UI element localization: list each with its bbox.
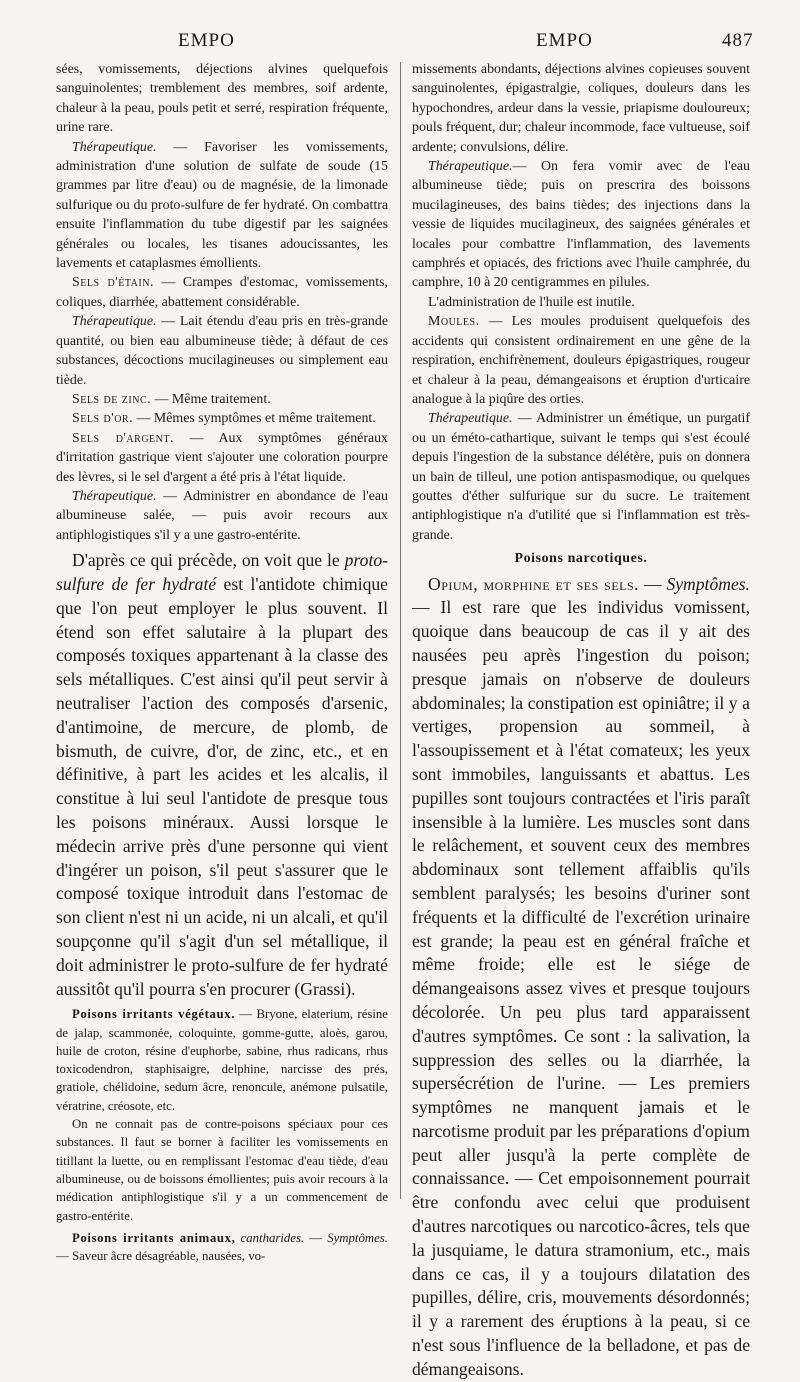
entry-text: — Les moules produisent quelquefois des accidents qui consistent ordinairement en une gêne de la respiration, enchifrènement, douleurs épigastriques, rougeur et chaleur à la peau, démangeaisons et éruption d'urticaire analogue à la piqûre des orties. xyxy=(412,314,750,407)
paragraph xyxy=(56,1229,388,1266)
emphasis: proto-sulfure de fer hydraté xyxy=(56,550,388,594)
entry-text: — Bryone, elaterium, résine de jalap, scammonée, coloquinte, gomme-gutte, aloès, garou, huile de croton, résine d'euphorbe, sabine, rhus radicans, rhus toxicodendron, staphisaigre, delphine, narcisse des prés, gratiole, chélidoine, sedum âcre, renoncule, anémone pulsatile, vératrine, créosote, etc. xyxy=(56,1007,388,1113)
entry-text: — Administrer en abondance de l'eau albumineuse salée, — puis avoir recours aux antiphlogistiques s'il y a une gastro-entérite. xyxy=(56,488,388,543)
large-paragraph xyxy=(412,573,750,1382)
text-run: D'après ce qui précède, on voit que le xyxy=(72,550,345,571)
section-heading: Poisons narcotiques. xyxy=(514,551,648,567)
paragraph xyxy=(412,409,750,545)
paragraph xyxy=(56,487,388,545)
left-column xyxy=(56,60,388,1265)
emphasis: cantharides. xyxy=(235,1230,305,1245)
column-divider xyxy=(400,62,401,1199)
paragraph xyxy=(56,409,388,428)
entry-text: — Mêmes symptômes et même traitement. xyxy=(133,411,376,427)
paragraph: missements abondants, déjections alvines copieuses souvent sanguinolentes, épigastralgie, coliques, douleurs dans les hypochondres, ardeur dans la vessie, priapisme douloureux; pouls fréquent, dur; chaleur incommode, face vultueuse, soif ardente; convulsions, délire. xyxy=(412,62,750,155)
large-paragraph xyxy=(56,549,388,1001)
paragraph xyxy=(56,1005,388,1115)
paragraph: L'administration de l'huile est inutile. xyxy=(428,294,635,310)
paragraph xyxy=(56,138,388,274)
entry-label: Sels d'argent. xyxy=(72,430,174,446)
paragraph xyxy=(56,273,388,312)
entry-text: — Administrer un émétique, un purgatif ou un éméto-cathartique, suivant le temps qui s'est écoulé depuis l'ingestion de la substance délétère, puis on donnera un bain de tilleul, une potion antispasmodique, ou quelques gouttes d'éther sulfurique sur du sucre. Le traitement antiphlogistique n'a d'utilité que si l'inflammation est très-grande. xyxy=(412,411,750,543)
entry-label: Sels d'étain. xyxy=(72,275,154,291)
entry-label: Sels d'or. xyxy=(72,411,134,427)
entry-text: — Aux symptômes généraux d'irritation gastrique vient s'ajouter une coloration pourpre des lèvres, si le sel d'argent a été pris à l'état liquide. xyxy=(56,430,389,485)
entry-text: — Il est rare que les individus vomissent, quoique dans beaucoup de cas il y ait des nausées peu après l'ingestion du poison; presque jamais on n'observe de douleurs abdominales; la constipation est opiniâtre; il y a vertiges, propension au sommeil, à l'assoupissement et à l'état comateux; les yeux sont immobiles, languissants et abattus. Les pupilles sont toujours contractées et l'iris paraît insensible à la lumière. Les muscles sont dans le relâchement, et souvent ceux des membres abdominaux sont tellement affaiblis qu'ils semblent paralysés; les besoins d'uriner sont fréquents et la difficulté de l'excrétion urinaire est grande; la peau est en général fraîche et même froide; elle est le siége de démangeaisons assez vives et presque toujours décolorée. Un peu plus tard apparaissent d'autres symptômes. Ce sont : la salivation, la suppression des selles ou la diarrhée, la supersécrétion de l'urine. — Les premiers symptômes ne manquent jamais et le narcotisme produit par les préparations d'opium peut aller jusqu'à la perte complète de connaissance. — Cet empoisonnement pourrait être confondu avec celui que produisent d'autres narcotiques ou narcotico-âcres, tels que la jusquiame, le datura stramonium, etc., mais dans ce cas, il y a toujours dilatation des pupilles, délire, cris, mouvements désordonnés; il y a rarement des éruptions à la peau, si ce n'est sous l'influence de la belladone, et pas de démangeaisons. xyxy=(412,597,750,1379)
entry-text: — Crampes d'estomac, vomissements, coliques, diarrhée, abattement considérable. xyxy=(56,275,388,310)
entry-text: — On fera vomir avec de l'eau albumineuse tiède; puis on prescrira des boissons mucilagineuses, des bains tièdes; des injections dans la vessie de liquides mucilagineux, des saignées générales et locales pour combattre l'inflammation, des lavements camphrés et opiacés, des frictions avec l'huile camphrée, du camphre, 10 à 20 centigrammes en pilules. xyxy=(412,159,750,291)
text-run: est l'antidote chimique que l'on peut employer le plus souvent. Il étend son effet salutaire à la plupart des composés toxiques appartenant à la classe des sels métalliques. C'est ainsi qu'il peut servir à neutraliser l'action des composés d'arsenic, d'antimoine, de mercure, de plomb, de bismuth, de cuivre, d'or, de zinc, etc., et en définitive, à part les acides et les alcalis, il constitue à lui seul l'antidote de presque tous les poisons minéraux. Aussi lorsque le médecin arrive près d'une personne qui vient d'ingérer un poison, s'il peut s'assurer que le composé toxique introduit dans l'estomac de son client n'est ni un acide, ni un alcali, et qu'il soupçonne qu'il s'agit d'un sel métallique, il doit administrer le proto-sulfure de fer hydraté aussitôt qu'il pourra s'en procurer (Grassi). xyxy=(56,573,388,999)
entry-label: Moules. xyxy=(428,314,480,330)
section-label: Poisons irritants végétaux. xyxy=(72,1007,236,1022)
paragraph xyxy=(56,429,388,487)
entry-label: Thérapeutique. xyxy=(428,411,513,427)
paragraph xyxy=(56,390,388,409)
section-label: Poisons irritants animaux, xyxy=(72,1230,236,1245)
text-run: — xyxy=(304,1230,328,1245)
entry-label: Thérapeutique. xyxy=(72,488,157,504)
paragraph: On ne connait pas de contre-poisons spéciaux pour ces substances. Il faut se borner à faciliter les vomissements en titillant la luette, ou en remplissant l'estomac d'eau tiède, d'eau albumineuse, ou de boissons émollientes; puis avoir recours à la médication antiphlogistique s'il y a un commencement de gastro-entérite. xyxy=(56,1117,388,1223)
entry-text: — Favoriser les vomissements, administration d'une solution de sulfate de soude (15 grammes par litre d'eau) ou de magnésie, de la limonade sulfurique ou du proto-sulfure de fer hydraté. On combattra ensuite l'inflammation du tube digestif par les saignées générales ou locales, les tisanes adoucissantes, les lavements et cataplasmes émollients. xyxy=(56,139,388,272)
paragraph: sées, vomissements, déjections alvines quelquefois sanguinolentes; tremblement des membres, soif ardente, chaleur à la peau, pouls petit et serré, respiration fréquente, urine rare. xyxy=(56,62,388,136)
entry-label: Thérapeutique. xyxy=(72,314,157,330)
text-run: — xyxy=(639,573,667,594)
running-head-left: EMPO xyxy=(178,30,235,51)
entry-label: Sels de zinc. xyxy=(72,391,152,407)
entry-label: Thérapeutique. xyxy=(72,139,157,155)
text-run: — Saveur âcre désagréable, nausées, vo- xyxy=(56,1249,266,1264)
page-number: 487 xyxy=(722,30,754,51)
emphasis: Symptômes. xyxy=(666,573,751,594)
entry-label: Opium, morphine et ses sels. xyxy=(428,573,640,594)
paragraph xyxy=(412,312,750,409)
emphasis: Symptômes. xyxy=(327,1230,388,1245)
right-column xyxy=(412,60,750,1382)
paragraph xyxy=(56,312,388,390)
entry-label: Thérapeutique. xyxy=(428,159,513,175)
entry-text: — Même traitement. xyxy=(151,391,271,407)
entry-text: — Lait étendu d'eau pris en très-grande quantité, ou bien eau albumineuse tiède; à défaut de ces substances, décoctions mucilagineuses ou simplement eau tiède. xyxy=(56,314,388,388)
running-head-right: EMPO xyxy=(536,30,593,51)
paragraph xyxy=(412,157,750,293)
